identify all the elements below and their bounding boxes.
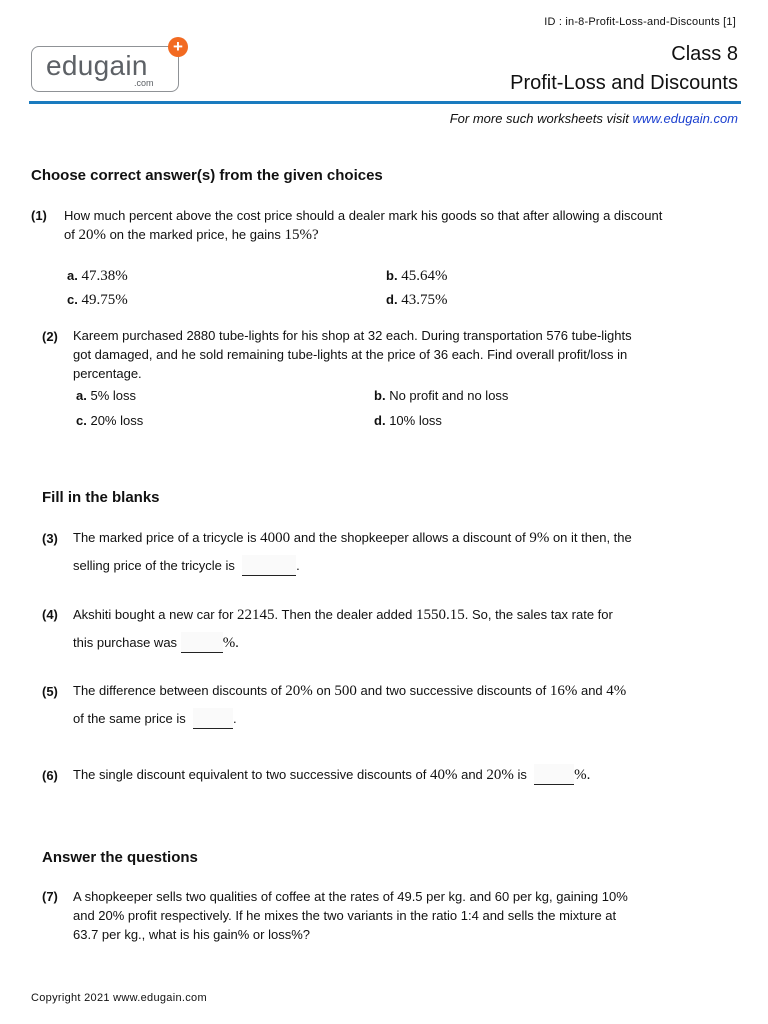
option-letter: a. — [76, 388, 87, 403]
math-value: %. — [222, 635, 239, 651]
question-1-option-d[interactable] — [386, 292, 447, 309]
math-value: 1550.15 — [415, 607, 465, 623]
option-text: No profit and no loss — [389, 388, 509, 403]
answer-blank-input[interactable] — [242, 555, 296, 576]
text-fragment: of — [64, 227, 79, 242]
math-value: 20% — [486, 767, 514, 783]
text-fragment: of the same price is — [73, 711, 186, 726]
math-value: 22145 — [237, 607, 275, 623]
question-2-option-a[interactable] — [76, 388, 136, 403]
question-1-line-2 — [64, 225, 744, 245]
option-letter: c. — [67, 292, 78, 307]
question-2-line-3: percentage. — [73, 366, 142, 381]
worksheet-title: Profit-Loss and Discounts — [510, 72, 738, 94]
option-letter: d. — [386, 292, 398, 307]
text-fragment: and two successive discounts of — [356, 683, 550, 698]
edugain-logo — [31, 37, 183, 92]
math-value: 15%? — [284, 227, 319, 243]
question-number: (3) — [42, 531, 58, 546]
question-6-text — [73, 761, 743, 789]
option-text: 43.75% — [401, 292, 448, 308]
question-2-line-1: Kareem purchased 2880 tube-lights for his shop at 32 each. During transportation 576 tube-lights — [73, 328, 632, 343]
question-1-text — [64, 206, 744, 245]
option-text: 20% loss — [90, 413, 144, 428]
option-text: 49.75% — [81, 292, 128, 308]
question-1-line-1: How much percent above the cost price should a dealer mark his goods so that after allowing a discount — [64, 208, 663, 223]
text-fragment: . So, the sales tax rate for — [464, 607, 613, 622]
question-number: (5) — [42, 684, 58, 699]
text-fragment: . — [296, 558, 300, 573]
question-5-line-2 — [73, 705, 743, 732]
question-7-line-1: A shopkeeper sells two qualities of coffee at the rates of 49.5 per kg. and 60 per kg, gaining 10% — [73, 889, 628, 904]
text-fragment: The single discount equivalent to two successive discounts of — [73, 767, 430, 782]
option-letter: b. — [374, 388, 386, 403]
question-number: (4) — [42, 607, 58, 622]
text-fragment: The marked price of a tricycle is — [73, 530, 261, 545]
text-fragment: . Then the dealer added — [274, 607, 416, 622]
math-value: 500 — [334, 683, 357, 699]
question-7-line-3: 63.7 per kg., what is his gain% or loss%? — [73, 927, 311, 942]
logo-com: .com — [134, 78, 154, 88]
document-id: ID : in-8-Profit-Loss-and-Discounts [1] — [544, 16, 736, 28]
text-fragment: selling price of the tricycle is — [73, 558, 235, 573]
question-4-line-1 — [73, 601, 743, 629]
section-heading-fill-blanks: Fill in the blanks — [42, 489, 160, 506]
section-heading-answer-questions: Answer the questions — [42, 849, 198, 866]
math-value: 40% — [429, 767, 458, 783]
option-letter: d. — [374, 413, 386, 428]
edugain-link[interactable]: www.edugain.com — [632, 111, 738, 126]
text-fragment: The difference between discounts of — [73, 683, 286, 698]
question-3-text — [73, 524, 743, 579]
logo-word: edugain — [46, 50, 148, 81]
math-value: 4% — [606, 683, 627, 699]
text-fragment: on — [312, 683, 335, 698]
question-3-line-2 — [73, 552, 743, 579]
more-worksheets-note — [450, 111, 738, 126]
answer-blank-input[interactable] — [193, 708, 233, 729]
option-text: 5% loss — [90, 388, 136, 403]
question-5-text — [73, 677, 743, 732]
option-letter: a. — [67, 268, 78, 283]
question-3-line-1 — [73, 524, 743, 552]
text-fragment: this purchase was — [73, 635, 178, 650]
math-value: 4000 — [260, 530, 291, 546]
option-letter: b. — [386, 268, 398, 283]
option-letter: c. — [76, 413, 87, 428]
question-number: (2) — [42, 329, 58, 344]
question-5-line-1 — [73, 677, 743, 705]
math-value: 20% — [285, 683, 313, 699]
text-fragment: Akshiti bought a new car for — [73, 607, 238, 622]
question-7-line-2: and 20% profit respectively. If he mixes the two variants in the ratio 1:4 and sells the mixture at — [73, 908, 617, 923]
answer-blank-input[interactable] — [181, 632, 223, 653]
question-4-line-2 — [73, 629, 743, 657]
header-divider — [29, 101, 741, 104]
question-2-text — [73, 326, 743, 383]
text-fragment: and — [457, 767, 487, 782]
math-value: %. — [574, 767, 591, 783]
text-fragment: is — [513, 767, 527, 782]
plus-icon: + — [168, 37, 188, 57]
question-1-option-a[interactable] — [67, 268, 128, 285]
math-value: 16% — [549, 683, 578, 699]
question-1-option-c[interactable] — [67, 292, 128, 309]
question-6-line-1 — [73, 761, 743, 789]
math-value: 9% — [529, 530, 550, 546]
math-value: 20% — [78, 227, 106, 243]
question-number: (6) — [42, 768, 58, 783]
text-fragment: on it then, the — [549, 530, 632, 545]
question-2-option-c[interactable] — [76, 413, 143, 428]
question-number: (7) — [42, 889, 58, 904]
option-text: 10% loss — [389, 413, 442, 428]
question-number: (1) — [31, 208, 47, 223]
option-text: 45.64% — [401, 268, 448, 284]
footer-copyright: Copyright 2021 www.edugain.com — [31, 992, 207, 1004]
section-heading-choices: Choose correct answer(s) from the given choices — [31, 167, 383, 184]
class-label: Class 8 — [671, 43, 738, 65]
text-fragment: on the marked price, he gains — [105, 227, 285, 242]
question-2-option-d[interactable] — [374, 413, 442, 428]
question-7-text — [73, 887, 743, 944]
option-text: 47.38% — [81, 268, 128, 284]
question-2-option-b[interactable] — [374, 388, 508, 403]
more-note-prefix: For more such worksheets visit — [449, 111, 633, 126]
text-fragment: and the shopkeeper allows a discount of — [290, 530, 530, 545]
question-2-line-2: got damaged, and he sold remaining tube-lights at the price of 36 each. Find overall profit/loss in — [73, 347, 628, 362]
question-4-text — [73, 601, 743, 657]
question-1-option-b[interactable] — [386, 268, 447, 285]
text-fragment: . — [232, 711, 237, 726]
text-fragment: and — [577, 683, 607, 698]
answer-blank-input[interactable] — [534, 764, 574, 785]
